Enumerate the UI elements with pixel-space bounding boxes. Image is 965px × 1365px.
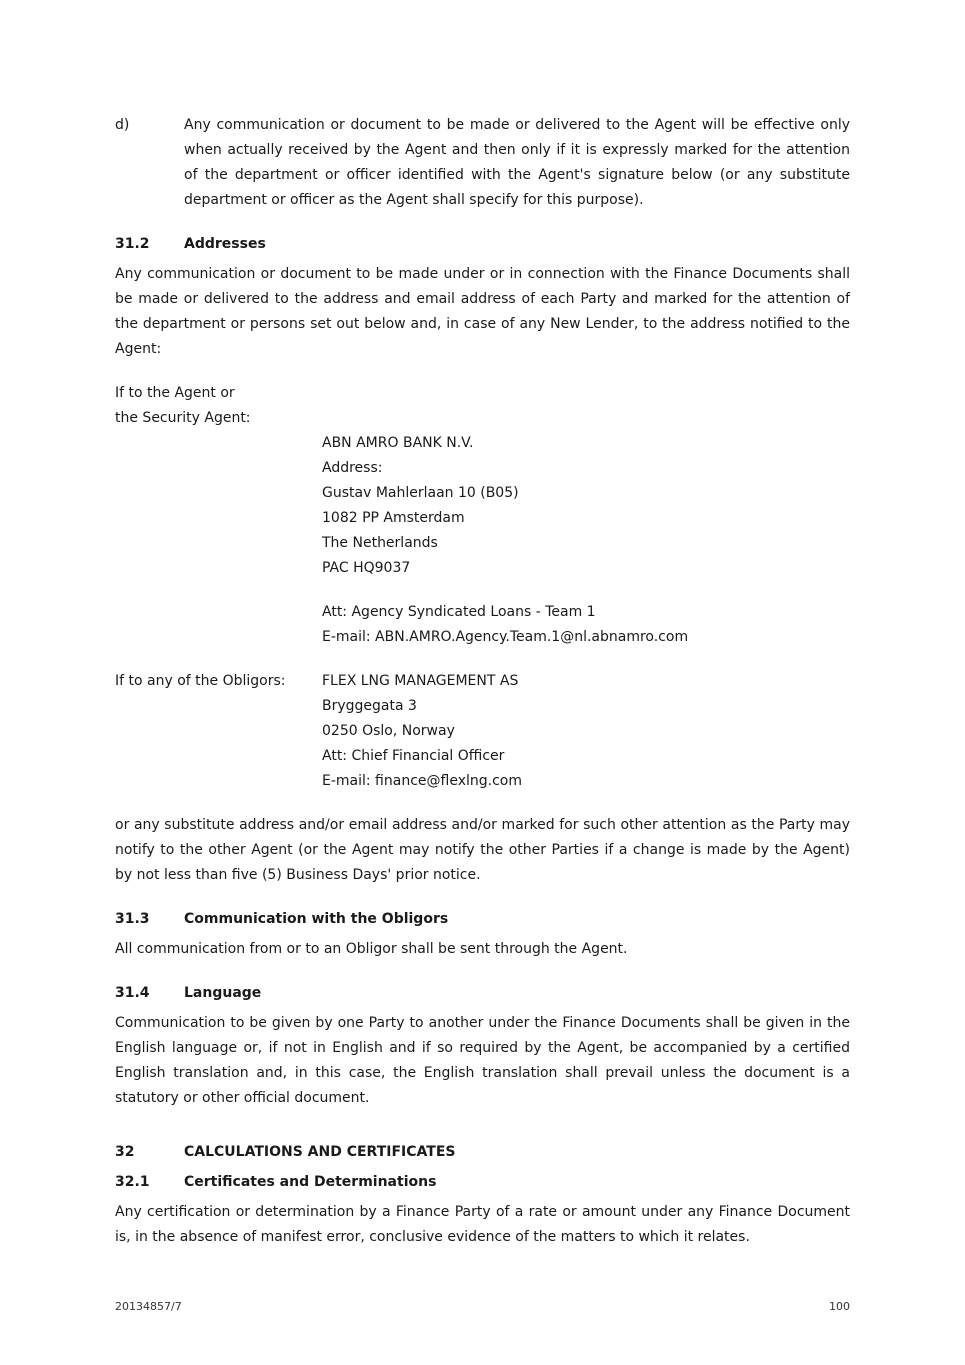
- page-footer: [115, 1300, 850, 1313]
- section-31-3-text: All communication from or to an Obligor shall be sent through the Agent.: [115, 941, 628, 957]
- addresses-intro: Any communication or document to be made under or in connection with the Finance Documents shall be made or delivered to the address and email address of each Party and marked for the attention of the department or persons set out below and, in case of any New Lender, to the address notified to the Agent:: [115, 266, 850, 357]
- document-page: [115, 113, 850, 1250]
- section-31-2-heading: [115, 232, 850, 257]
- section-32-heading: [115, 1140, 850, 1165]
- agent-attention: Att: Agency Syndicated Loans - Team 1: [322, 604, 596, 620]
- section-number: 32: [115, 1144, 135, 1160]
- document-reference: 20134857/7: [115, 1300, 182, 1313]
- obligor-address-line: Bryggegata 3: [322, 698, 417, 714]
- clause-d-label: d): [115, 117, 130, 133]
- section-31-4-text: Communication to be given by one Party to another under the Finance Documents shall be given in the English language or, if not in English and if so required by the Agent, be accompanied by a certified English translation and, in this case, the English translation shall prevail unless the document is a statutory or other official document.: [115, 1015, 850, 1106]
- agent-address-line: ABN AMRO BANK N.V.: [322, 435, 474, 451]
- agent-address-line: The Netherlands: [322, 535, 438, 551]
- obligor-address-line: 0250 Oslo, Norway: [322, 723, 455, 739]
- page-number: 100: [829, 1300, 850, 1313]
- section-31-4-heading: [115, 981, 850, 1006]
- section-number: 31.4: [115, 985, 150, 1001]
- agent-address-line: Gustav Mahlerlaan 10 (B05): [322, 485, 519, 501]
- section-32-1-text: Any certification or determination by a Finance Party of a rate or amount under any Finance Document is, in the absence of manifest error, conclusive evidence of the matters to which it relates.: [115, 1204, 850, 1245]
- section-title: Addresses: [184, 236, 266, 252]
- clause-d-text: Any communication or document to be made or delivered to the Agent will be effective only when actually received by the Agent and then only if it is expressly marked for the attention of the department or officer identified with the Agent's signature below (or any substitute department or officer as the Agent shall specify for this purpose).: [184, 117, 850, 208]
- addresses-closing: or any substitute address and/or email address and/or marked for such other attention as the Party may notify to the other Agent (or the Agent may notify the other Parties if a change is made by the Agent) by not less than five (5) Business Days' prior notice.: [115, 817, 850, 883]
- agent-label-line-2: the Security Agent:: [115, 410, 251, 426]
- section-number: 32.1: [115, 1174, 150, 1190]
- obligor-address-line: FLEX LNG MANAGEMENT AS: [322, 673, 519, 689]
- section-31-3-heading: [115, 907, 850, 932]
- section-32-1-heading: [115, 1170, 850, 1195]
- agent-address-line: PAC HQ9037: [322, 560, 411, 576]
- section-title: CALCULATIONS AND CERTIFICATES: [184, 1144, 456, 1160]
- agent-address-line: Address:: [322, 460, 383, 476]
- agent-address-line: 1082 PP Amsterdam: [322, 510, 465, 526]
- obligor-label: If to any of the Obligors:: [115, 673, 286, 689]
- obligor-address-line: Att: Chief Financial Officer: [322, 748, 505, 764]
- obligor-address-line: E-mail: finance@flexlng.com: [322, 773, 522, 789]
- clause-d: [115, 113, 850, 213]
- section-title: Certificates and Determinations: [184, 1174, 437, 1190]
- agent-address-block: [115, 381, 850, 650]
- agent-label-line-1: If to the Agent or: [115, 385, 235, 401]
- agent-email: E-mail: ABN.AMRO.Agency.Team.1@nl.abnamro.com: [322, 629, 689, 645]
- section-number: 31.3: [115, 911, 150, 927]
- section-number: 31.2: [115, 236, 150, 252]
- section-title: Language: [184, 985, 262, 1001]
- section-title: Communication with the Obligors: [184, 911, 449, 927]
- obligor-address-block: [115, 669, 850, 794]
